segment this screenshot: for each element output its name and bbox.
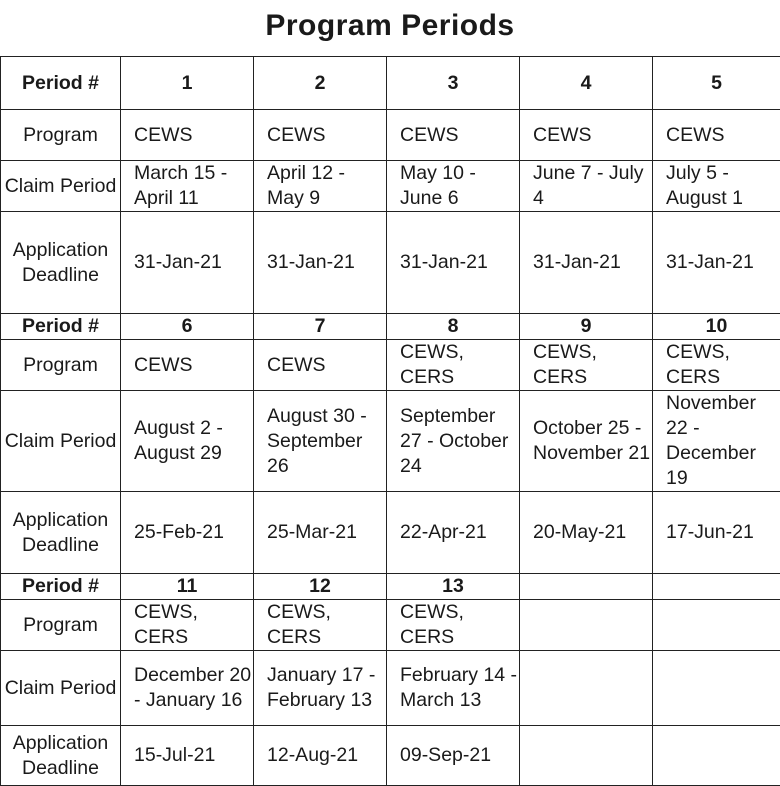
period-number: 9 [520, 314, 653, 340]
deadline-cell [520, 726, 653, 786]
program-cell: CEWS, CERS [653, 340, 780, 391]
period-number: 3 [387, 57, 520, 110]
claim-period-cell [653, 651, 780, 726]
claim-period-cell: November 22 - December 19 [653, 391, 780, 492]
claim-period-label: Claim Period [1, 651, 121, 726]
deadline-cell: 31-Jan-21 [653, 212, 780, 314]
deadline-cell [653, 726, 780, 786]
program-row [1, 600, 780, 651]
period-number: 2 [254, 57, 387, 110]
period-number: 11 [121, 574, 254, 600]
program-cell [520, 600, 653, 651]
application-deadline-label: Application Deadline [1, 212, 121, 314]
period-number: 1 [121, 57, 254, 110]
claim-period-label: Claim Period [1, 161, 121, 212]
deadline-cell: 20-May-21 [520, 492, 653, 574]
program-cell: CEWS, CERS [520, 340, 653, 391]
program-cell: CEWS, CERS [387, 600, 520, 651]
program-periods-table [0, 56, 780, 786]
program-cell: CEWS, CERS [254, 600, 387, 651]
period-header-label: Period # [1, 57, 121, 110]
period-number: 6 [121, 314, 254, 340]
claim-period-row [1, 161, 780, 212]
claim-period-cell: February 14 - March 13 [387, 651, 520, 726]
deadline-cell: 31-Jan-21 [254, 212, 387, 314]
program-cell [653, 600, 780, 651]
claim-period-cell: April 12 - May 9 [254, 161, 387, 212]
period-number: 8 [387, 314, 520, 340]
claim-period-row [1, 391, 780, 492]
deadline-cell: 31-Jan-21 [121, 212, 254, 314]
application-deadline-label: Application Deadline [1, 492, 121, 574]
period-number: 4 [520, 57, 653, 110]
claim-period-cell: March 15 - April 11 [121, 161, 254, 212]
period-number: 10 [653, 314, 780, 340]
deadline-cell: 25-Mar-21 [254, 492, 387, 574]
claim-period-cell: May 10 - June 6 [387, 161, 520, 212]
deadline-cell: 22-Apr-21 [387, 492, 520, 574]
claim-period-row [1, 651, 780, 726]
application-deadline-label: Application Deadline [1, 726, 121, 786]
claim-period-cell: July 5 - August 1 [653, 161, 780, 212]
period-number-row [1, 314, 780, 340]
application-deadline-row [1, 212, 780, 314]
claim-period-cell: October 25 - November 21 [520, 391, 653, 492]
deadline-cell: 31-Jan-21 [387, 212, 520, 314]
period-header-label: Period # [1, 314, 121, 340]
deadline-cell: 15-Jul-21 [121, 726, 254, 786]
period-number: 5 [653, 57, 780, 110]
claim-period-cell [520, 651, 653, 726]
application-deadline-row [1, 726, 780, 786]
period-number-row [1, 574, 780, 600]
program-cell: CEWS [254, 110, 387, 161]
program-cell: CEWS [121, 340, 254, 391]
program-cell: CEWS [254, 340, 387, 391]
claim-period-cell: December 20 - January 16 [121, 651, 254, 726]
claim-period-cell: September 27 - October 24 [387, 391, 520, 492]
period-number-row [1, 57, 780, 110]
program-label: Program [1, 110, 121, 161]
deadline-cell: 25-Feb-21 [121, 492, 254, 574]
claim-period-label: Claim Period [1, 391, 121, 492]
period-number [653, 574, 780, 600]
period-number [520, 574, 653, 600]
program-row [1, 110, 780, 161]
deadline-cell: 09-Sep-21 [387, 726, 520, 786]
page-title: Program Periods [0, 0, 780, 56]
period-number: 12 [254, 574, 387, 600]
program-cell: CEWS [121, 110, 254, 161]
program-label: Program [1, 340, 121, 391]
period-number: 7 [254, 314, 387, 340]
program-label: Program [1, 600, 121, 651]
program-row [1, 340, 780, 391]
claim-period-cell: June 7 - July 4 [520, 161, 653, 212]
program-cell: CEWS, CERS [387, 340, 520, 391]
claim-period-cell: January 17 - February 13 [254, 651, 387, 726]
deadline-cell: 17-Jun-21 [653, 492, 780, 574]
program-cell: CEWS [653, 110, 780, 161]
deadline-cell: 31-Jan-21 [520, 212, 653, 314]
claim-period-cell: August 2 - August 29 [121, 391, 254, 492]
claim-period-cell: August 30 - September 26 [254, 391, 387, 492]
program-cell: CEWS [387, 110, 520, 161]
period-header-label: Period # [1, 574, 121, 600]
program-cell: CEWS [520, 110, 653, 161]
program-cell: CEWS, CERS [121, 600, 254, 651]
deadline-cell: 12-Aug-21 [254, 726, 387, 786]
application-deadline-row [1, 492, 780, 574]
period-number: 13 [387, 574, 520, 600]
